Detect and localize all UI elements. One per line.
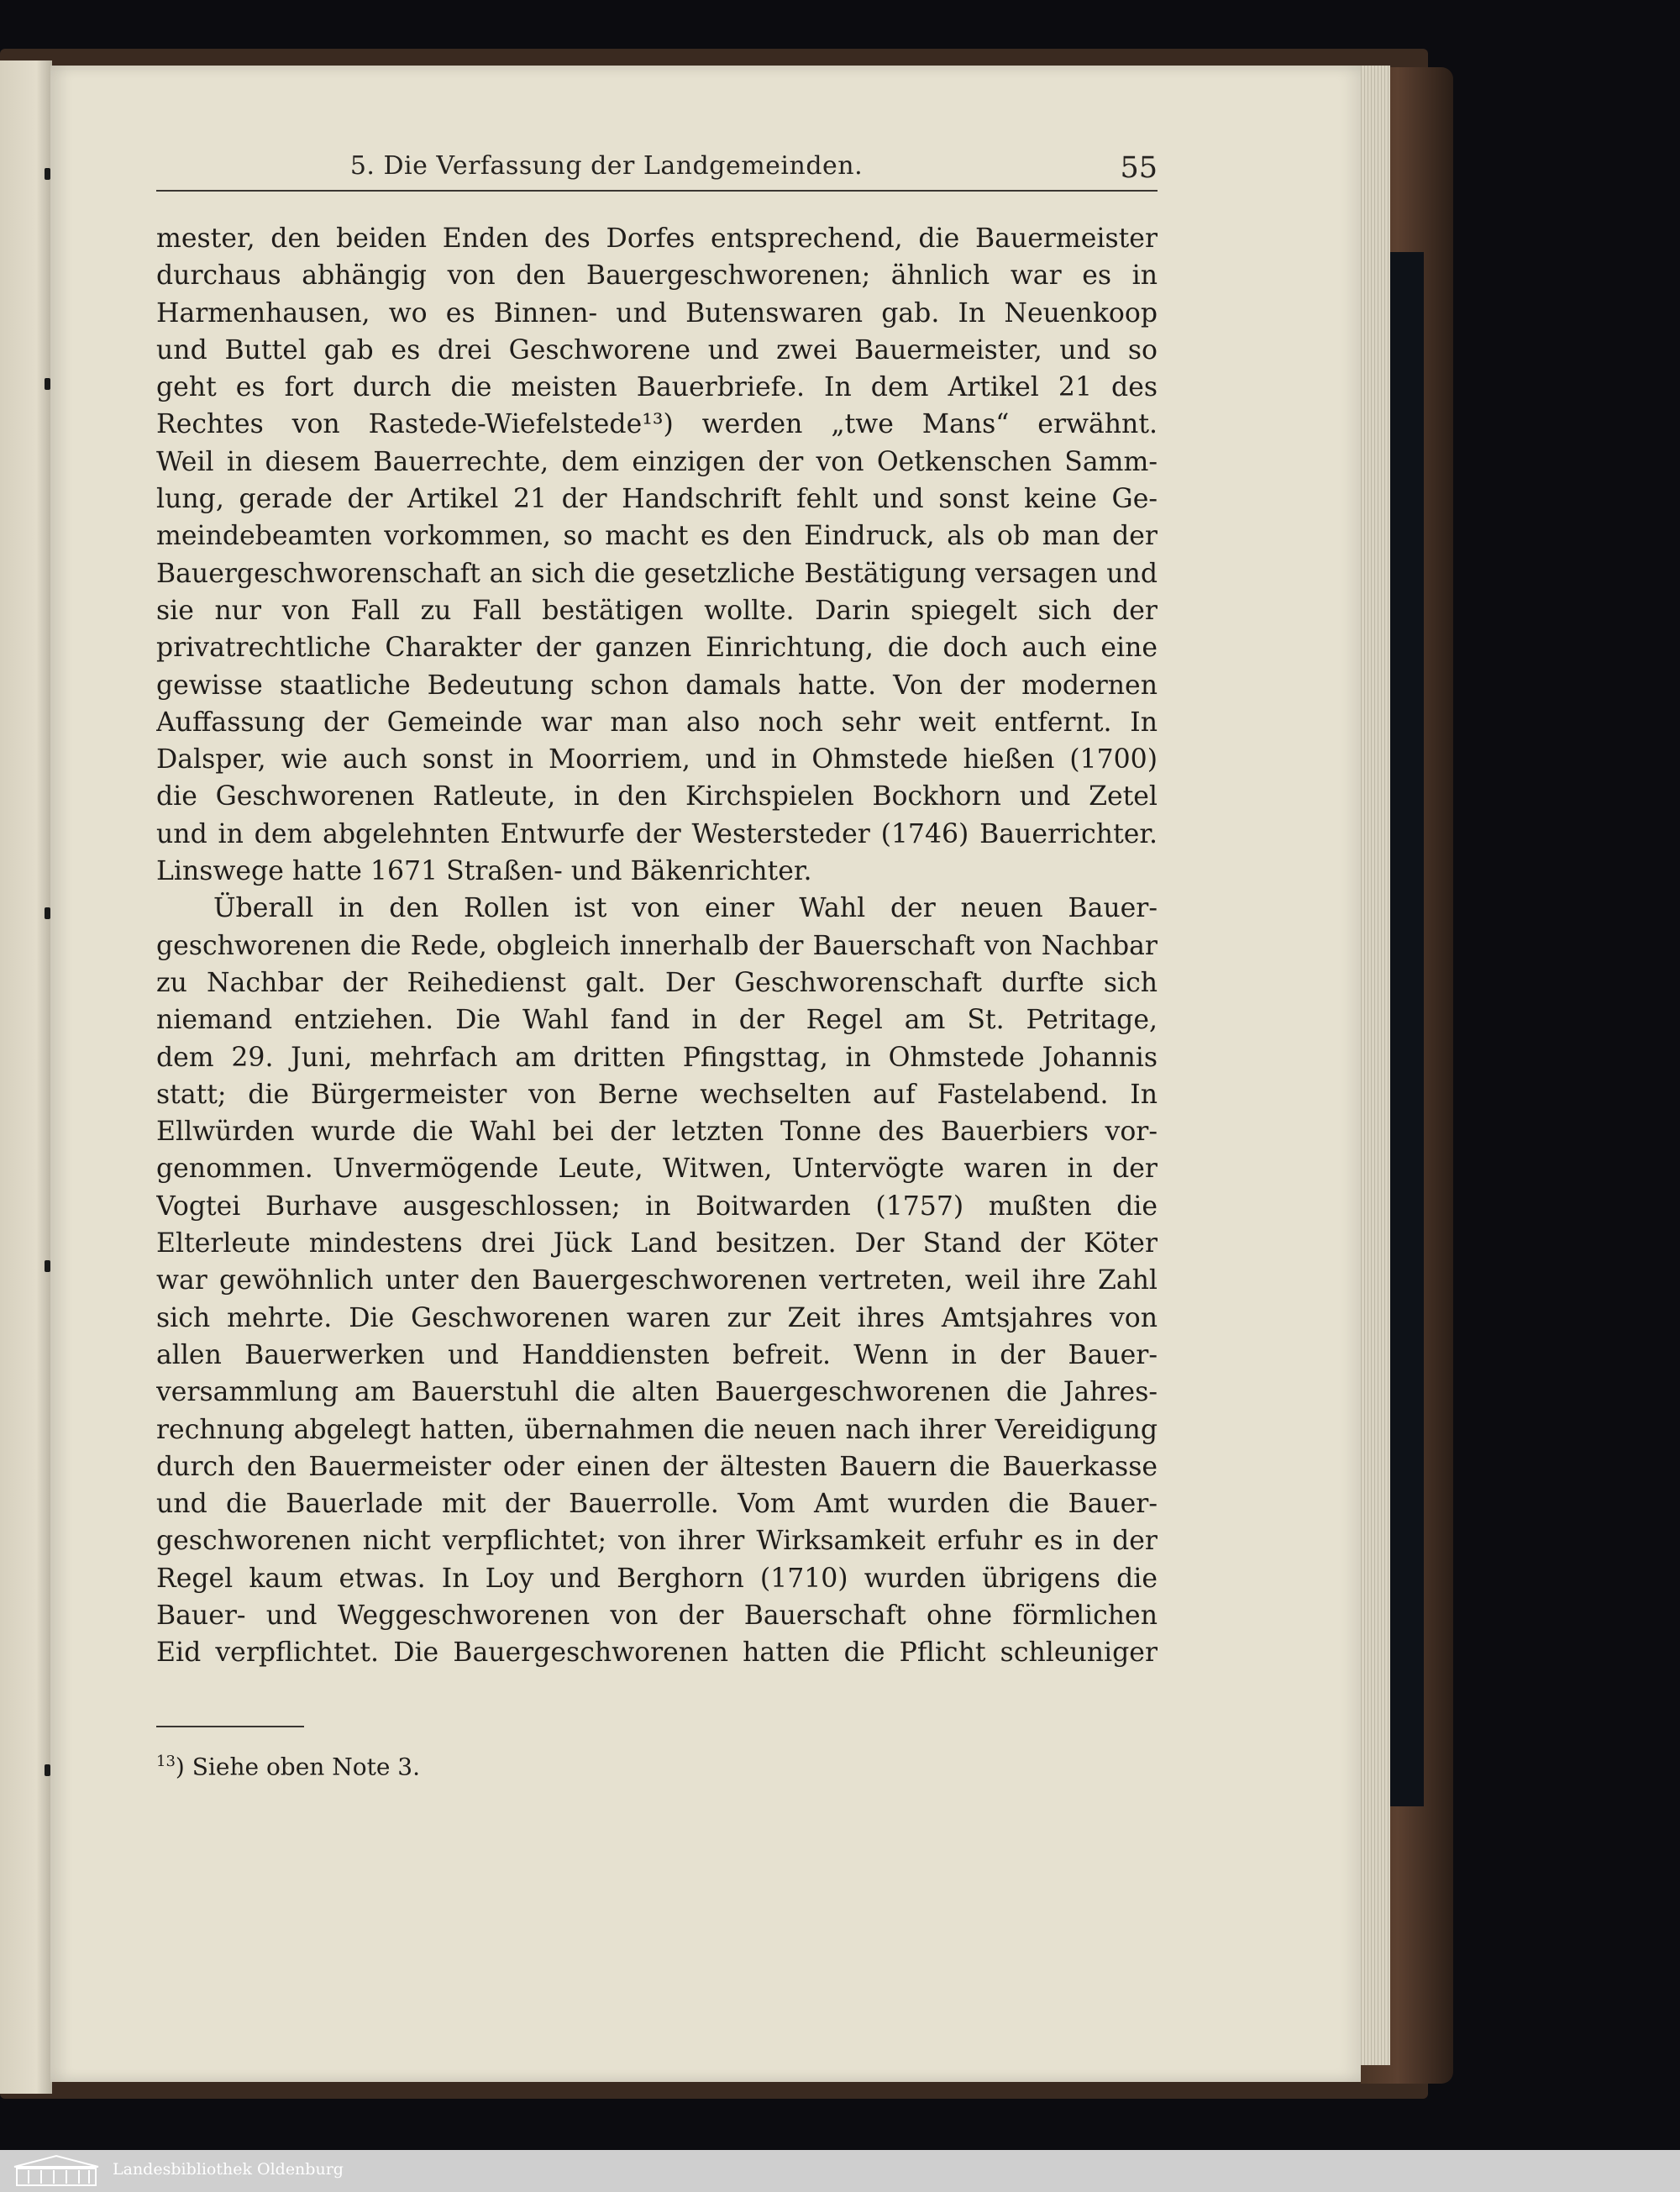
text-line: versammlung am Bauerstuhl die alten Bauergeschworenen die Jahres- <box>156 1377 1158 1408</box>
text-line: und in dem abgelehnten Entwurfe der Westersteder (1746) Bauerrichter. <box>156 818 1158 849</box>
text-line: sich mehrte. Die Geschworenen waren zur Zeit ihres Amtsjahres von <box>156 1302 1158 1333</box>
text-line: war gewöhnlich unter den Bauergeschworenen vertreten, weil ihre Zahl <box>156 1265 1158 1296</box>
footnote-rule <box>156 1726 304 1727</box>
text-line: Weil in diesem Bauerrechte, dem einzigen der von Oetkenschen Samm- <box>156 446 1158 477</box>
text-line: durchaus abhängig von den Bauergeschworenen; ähnlich war es in <box>156 260 1158 292</box>
footnote <box>156 1753 420 1780</box>
text-line: Auffassung der Gemeinde war man also noch sehr weit entfernt. In <box>156 707 1158 738</box>
footnote-text: ) Siehe oben Note 3. <box>175 1753 421 1781</box>
text-line: geschworenen nicht verpflichtet; von ihrer Wirksamkeit erfuhr es in der <box>156 1526 1158 1557</box>
text-line: allen Bauerwerken und Handdiensten befreit. Wenn in der Bauer- <box>156 1339 1158 1370</box>
text-line: Ellwürden wurde die Wahl bei der letzten Tonne des Bauerbiers vor- <box>156 1117 1158 1148</box>
text-line: genommen. Unvermögende Leute, Witwen, Untervögte waren in der <box>156 1154 1158 1185</box>
library-bar <box>0 2150 1680 2192</box>
text-line: Bauergeschworenschaft an sich die gesetzliche Bestätigung versagen und <box>156 558 1158 589</box>
text-line: mester, den beiden Enden des Dorfes entsprechend, die Bauermeister <box>156 223 1158 254</box>
text-line: meindebeamten vorkommen, so macht es den Eindruck, als ob man der <box>156 521 1158 552</box>
cover-binding-strip <box>1390 252 1424 1806</box>
library-building-icon <box>10 2153 102 2189</box>
page-number: 55 <box>1120 151 1158 185</box>
text-line: Harmenhausen, wo es Binnen- und Butenswaren gab. In Neuenkoop <box>156 297 1158 329</box>
header-rule <box>156 190 1158 192</box>
text-line: und Buttel gab es drei Geschworene und zwei Bauermeister, und so <box>156 334 1158 365</box>
thread-mark <box>45 168 50 180</box>
chapter-title: 5. Die Verfassung der Landgemeinden. <box>349 151 864 181</box>
text-line: Dalsper, wie auch sonst in Moorriem, und in Ohmstede hießen (1700) <box>156 744 1158 775</box>
text-line: sie nur von Fall zu Fall bestätigen wollte. Darin spiegelt sich der <box>156 595 1158 626</box>
thread-mark <box>45 1764 50 1776</box>
text-line: und die Bauerlade mit der Bauerrolle. Vom Amt wurden die Bauer- <box>156 1489 1158 1520</box>
text-line: durch den Bauermeister oder einen der ältesten Bauern die Bauerkasse <box>156 1451 1158 1482</box>
thread-mark <box>45 907 50 919</box>
text-line: gewisse staatliche Bedeutung schon damals hatte. Von der modernen <box>156 670 1158 701</box>
thread-mark <box>45 378 50 390</box>
text-line: niemand entziehen. Die Wahl fand in der Regel am St. Petritage, <box>156 1005 1158 1036</box>
text-line: statt; die Bürgermeister von Berne wechselten auf Fastelabend. In <box>156 1079 1158 1110</box>
text-line: Bauer- und Weggeschworenen von der Bauerschaft ohne förmlichen <box>156 1600 1158 1631</box>
footnote-marker: 13 <box>156 1753 176 1770</box>
text-line: Rechtes von Rastede-Wiefelstede¹³) werden „twe Mans“ erwähnt. <box>156 409 1158 440</box>
text-line: zu Nachbar der Reihedienst galt. Der Geschworenschaft durfte sich <box>156 967 1158 998</box>
library-name: Landesbibliothek Oldenburg <box>113 2160 344 2179</box>
text-line: geschworenen die Rede, obgleich innerhalb der Bauerschaft von Nachbar <box>156 930 1158 961</box>
text-line: Überall in den Rollen ist von einer Wahl der neuen Bauer- <box>213 893 1158 924</box>
text-line: Linswege hatte 1671 Straßen- und Bäkenrichter. <box>156 856 812 887</box>
text-line: dem 29. Juni, mehrfach am dritten Pfingsttag, in Ohmstede Johannis <box>156 1042 1158 1073</box>
body-text <box>156 220 1158 1672</box>
text-line: lung, gerade der Artikel 21 der Handschrift fehlt und sonst keine Ge- <box>156 484 1158 515</box>
text-line: Vogtei Burhave ausgeschlossen; in Boitwarden (1757) mußten die <box>156 1191 1158 1222</box>
text-line: privatrechtliche Charakter der ganzen Einrichtung, die doch auch eine <box>156 633 1158 664</box>
text-line: die Geschworenen Ratleute, in den Kirchspielen Bockhorn und Zetel <box>156 781 1158 812</box>
text-line: Regel kaum etwas. In Loy und Berghorn (1710) wurden übrigens die <box>156 1563 1158 1594</box>
text-line: Elterleute mindestens drei Jück Land besitzen. Der Stand der Köter <box>156 1228 1158 1259</box>
thread-mark <box>45 1260 50 1272</box>
text-line: Eid verpflichtet. Die Bauergeschworenen hatten die Pflicht schleuniger <box>156 1637 1158 1669</box>
left-page-edge <box>0 60 52 2094</box>
text-line: geht es fort durch die meisten Bauerbriefe. In dem Artikel 21 des <box>156 372 1158 403</box>
text-line: rechnung abgelegt hatten, übernahmen die neuen nach ihrer Vereidigung <box>156 1414 1158 1445</box>
